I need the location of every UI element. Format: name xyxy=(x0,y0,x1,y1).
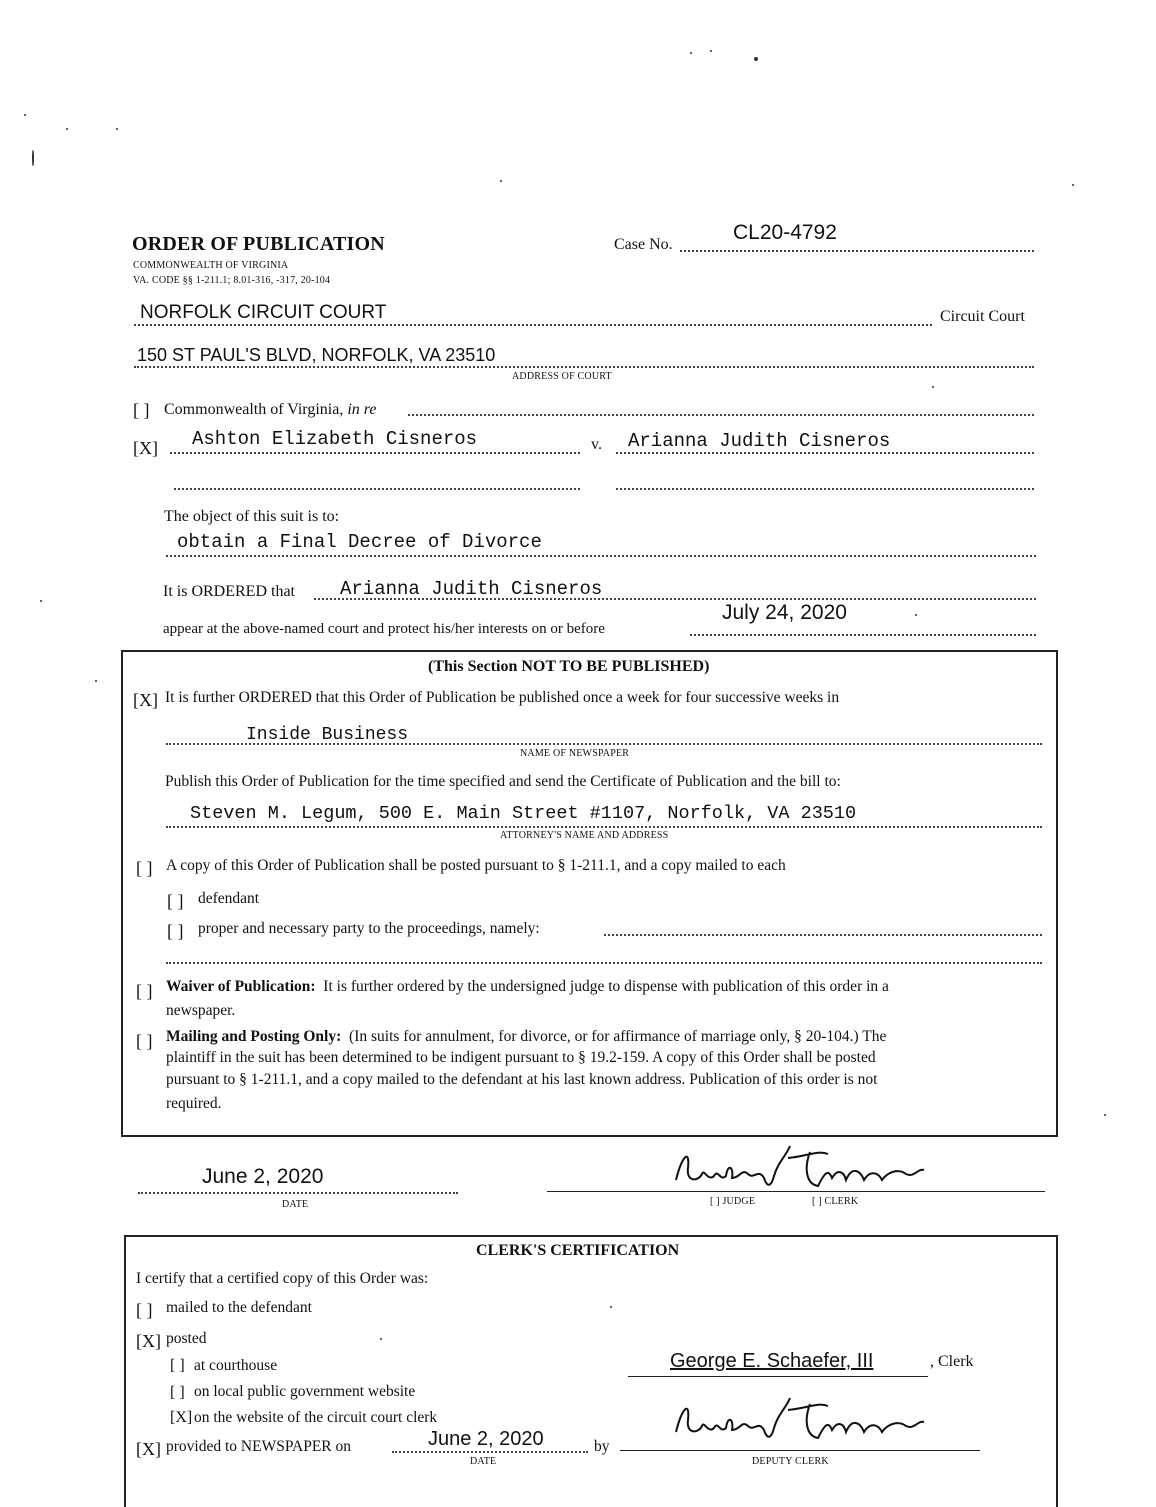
order-date-caption: DATE xyxy=(282,1199,309,1210)
defendant-line xyxy=(616,452,1034,454)
posted-checkbox[interactable]: [ ] xyxy=(136,858,153,878)
attorney-name-address[interactable]: Steven M. Legum, 500 E. Main Street #1107, Norfolk, VA 23510 xyxy=(190,803,857,824)
party-option-label: proper and necessary party to the proceedings, namely: xyxy=(198,920,540,937)
clerk-name-line xyxy=(628,1376,928,1377)
local-website-label: on local public government website xyxy=(194,1383,416,1400)
order-date-line xyxy=(138,1192,458,1194)
clerk-name[interactable]: George E. Schaefer, III xyxy=(670,1350,874,1372)
publish-text: It is further ORDERED that this Order of Publication be published once a week for four successive weeks in xyxy=(165,689,840,706)
newspaper-caption: NAME OF NEWSPAPER xyxy=(520,748,630,759)
mailing-text-2: plaintiff in the suit has been determined to be indigent pursuant to § 19.2-159. A copy of this Order shall be posted xyxy=(166,1049,876,1066)
party-option-line xyxy=(604,934,1042,936)
newspaper-date-caption: DATE xyxy=(470,1456,497,1467)
appear-date-line xyxy=(690,634,1036,636)
suit-object-line xyxy=(166,555,1036,557)
case-number-label: Case No. xyxy=(614,236,673,253)
ordered-line xyxy=(314,598,1036,600)
form-title: ORDER OF PUBLICATION xyxy=(132,233,385,255)
form-subtitle: COMMONWEALTH OF VIRGINIA xyxy=(133,260,289,271)
case-number-line xyxy=(680,250,1034,252)
local-website-checkbox[interactable]: [ ] xyxy=(170,1384,185,1401)
newspaper-name[interactable]: Inside Business xyxy=(246,725,409,745)
court-address-caption: ADDRESS OF COURT xyxy=(512,371,612,382)
posted-text: A copy of this Order of Publication shall be posted pursuant to § 1-211.1, and a copy mailed to each xyxy=(166,857,786,874)
suit-object-value[interactable]: obtain a Final Decree of Divorce xyxy=(177,531,542,553)
suit-object-label: The object of this suit is to: xyxy=(164,508,340,525)
mailed-checkbox[interactable]: [ ] xyxy=(136,1300,153,1320)
clerk-option[interactable]: [ ] CLERK xyxy=(812,1196,859,1207)
courthouse-label: at courthouse xyxy=(194,1357,278,1374)
mailing-text-3: pursuant to § 1-211.1, and a copy mailed to the defendant at his last known address. Publication of this order is not xyxy=(166,1071,878,1088)
plaintiff-line xyxy=(170,452,580,454)
defendant-line-2 xyxy=(616,488,1034,490)
party-checkbox[interactable]: [X] xyxy=(133,438,158,458)
court-name-line xyxy=(134,324,932,326)
mailing-checkbox[interactable]: [ ] xyxy=(136,1031,153,1051)
newspaper-provided-date[interactable]: June 2, 2020 xyxy=(428,1428,544,1450)
commonwealth-checkbox[interactable]: [ ] xyxy=(133,400,150,420)
party-option-checkbox[interactable]: [ ] xyxy=(167,921,184,941)
waiver-text-2: newspaper. xyxy=(166,1002,236,1019)
va-code-reference: VA. CODE §§ 1-211.1; 8.01-316, -317, 20-104 xyxy=(133,275,331,286)
commonwealth-label: Commonwealth of Virginia, in re xyxy=(164,401,377,418)
case-number-value[interactable]: CL20-4792 xyxy=(733,221,837,244)
courthouse-checkbox[interactable]: [ ] xyxy=(170,1357,185,1374)
ordered-label: It is ORDERED that xyxy=(163,583,295,600)
defendant-option-label: defendant xyxy=(198,890,260,907)
waiver-checkbox[interactable]: [ ] xyxy=(136,981,153,1001)
plaintiff-line-2 xyxy=(174,488,580,490)
newspaper-provided-date-line xyxy=(392,1451,588,1453)
defendant-name[interactable]: Arianna Judith Cisneros xyxy=(628,430,891,452)
mailing-text-4: required. xyxy=(166,1095,222,1112)
newspaper-provided-checkbox[interactable]: [X] xyxy=(136,1439,161,1459)
appear-text: appear at the above-named court and protect his/her interests on or before xyxy=(163,621,605,637)
plaintiff-name[interactable]: Ashton Elizabeth Cisneros xyxy=(192,428,478,450)
court-address[interactable]: 150 ST PAUL'S BLVD, NORFOLK, VA 23510 xyxy=(137,345,496,365)
judge-option[interactable]: [ ] JUDGE xyxy=(710,1196,756,1207)
cert-posted-checkbox[interactable]: [X] xyxy=(136,1331,161,1351)
clerk-suffix: , Clerk xyxy=(930,1353,974,1370)
commonwealth-line xyxy=(408,414,1034,416)
mailed-label: mailed to the defendant xyxy=(166,1299,312,1316)
defendant-checkbox[interactable]: [ ] xyxy=(167,891,184,911)
judge-signature xyxy=(668,1138,928,1198)
send-bill-text: Publish this Order of Publication for the time specified and send the Certificate of Publication and the bill to: xyxy=(165,773,841,790)
court-name[interactable]: NORFOLK CIRCUIT COURT xyxy=(140,302,387,323)
publish-checkbox[interactable]: [X] xyxy=(133,690,158,710)
newspaper-provided-label: provided to NEWSPAPER on xyxy=(166,1438,352,1455)
attorney-caption: ATTORNEY'S NAME AND ADDRESS xyxy=(500,830,669,841)
clerk-certification-heading: CLERK'S CERTIFICATION xyxy=(476,1242,680,1259)
deputy-clerk-signature xyxy=(668,1390,928,1450)
judge-signature-line xyxy=(547,1191,1045,1192)
deputy-clerk-line xyxy=(620,1450,980,1451)
court-address-line xyxy=(134,366,1034,368)
versus-label: v. xyxy=(591,436,602,453)
waiver-text: Waiver of Publication: It is further ordered by the undersigned judge to dispense with publication of this order in a xyxy=(166,978,889,995)
circuit-court-label: Circuit Court xyxy=(940,308,1025,325)
party-option-line-2 xyxy=(166,962,1042,964)
clerk-website-checkbox[interactable]: [X] xyxy=(170,1409,193,1426)
unpublished-section-heading: (This Section NOT TO BE PUBLISHED) xyxy=(428,658,710,675)
deputy-clerk-caption: DEPUTY CLERK xyxy=(752,1456,829,1467)
newspaper-line xyxy=(166,743,1042,745)
ordered-name[interactable]: Arianna Judith Cisneros xyxy=(340,578,603,600)
certification-intro: I certify that a certified copy of this Order was: xyxy=(136,1270,429,1287)
appear-date[interactable]: July 24, 2020 xyxy=(722,601,847,624)
cert-posted-label: posted xyxy=(166,1330,207,1347)
mailing-text-1: Mailing and Posting Only: (In suits for annulment, for divorce, or for affirmance of marriage only, § 20-104.) The xyxy=(166,1028,887,1045)
attorney-line xyxy=(166,826,1042,828)
by-label: by xyxy=(594,1438,610,1455)
clerk-website-label: on the website of the circuit court clerk xyxy=(194,1409,438,1426)
order-date[interactable]: June 2, 2020 xyxy=(202,1165,324,1188)
